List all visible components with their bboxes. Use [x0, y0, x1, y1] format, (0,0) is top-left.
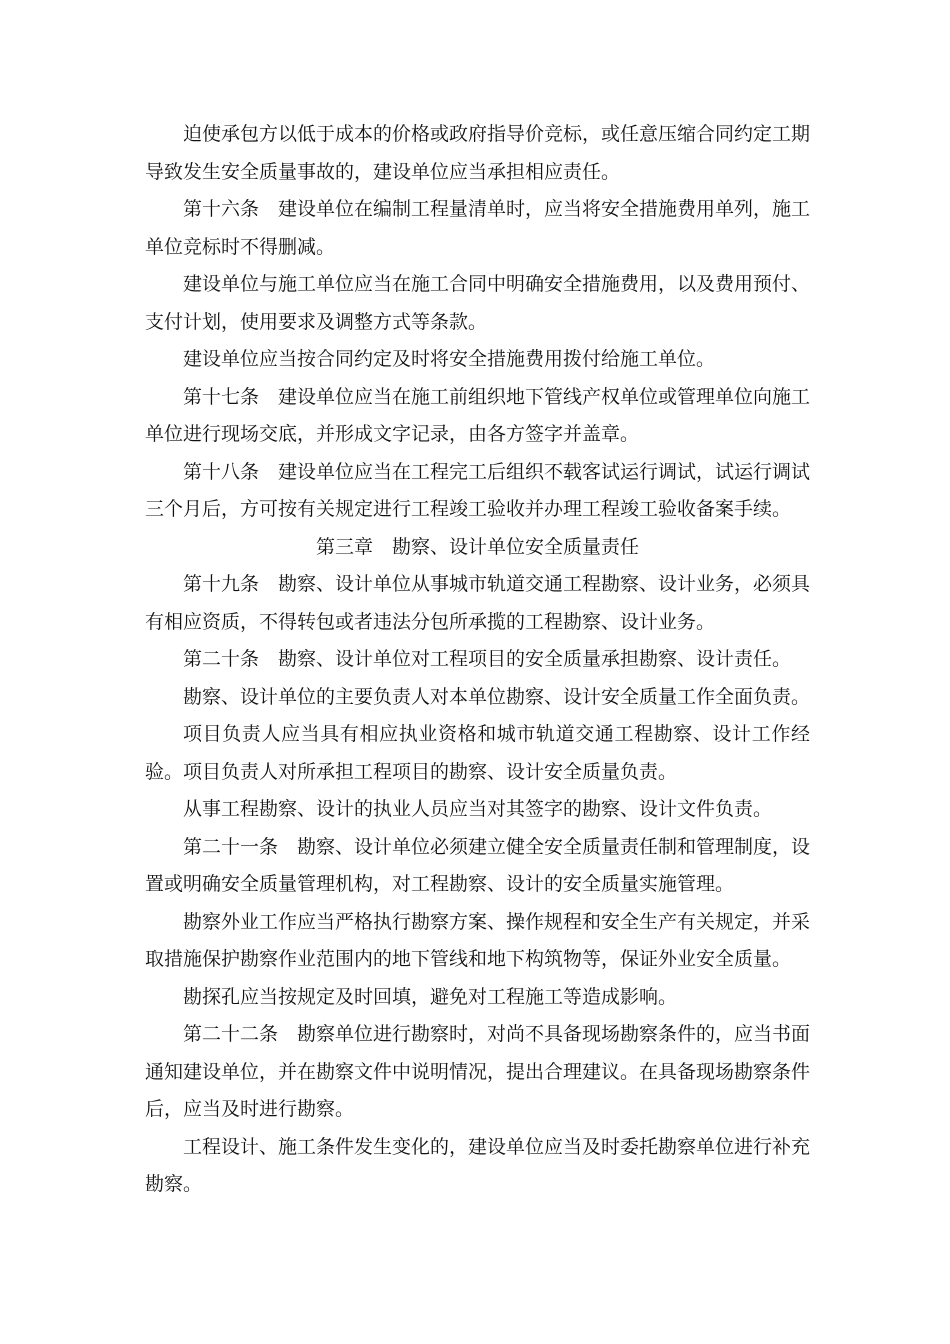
paragraph: 建设单位应当按合同约定及时将安全措施费用拨付给施工单位。 [183, 348, 716, 370]
paragraph: 项目负责人应当具有相应执业资格和城市轨道交通工程勘察、设计工作经验。项目负责人对所承担工程项目的勘察、设计安全质量负责。 [145, 723, 810, 783]
article-17: 第十七条 建设单位应当在施工前组织地下管线产权单位或管理单位向施工单位进行现场交底，并形成文字记录，由各方签字并盖章。 [145, 385, 811, 445]
paragraph: 勘察外业工作应当严格执行勘察方案、操作规程和安全生产有关规定，并采取措施保护勘察作业范围内的地下管线和地下构筑物等，保证外业安全质量。 [145, 910, 811, 970]
paragraph: 勘察、设计单位的主要负责人对本单位勘察、设计安全质量工作全面负责。 [183, 685, 811, 708]
paragraph: 勘探孔应当按规定及时回填，避免对工程施工等造成影响。 [183, 985, 678, 1008]
chapter-heading: 第三章 勘察、设计单位安全质量责任 [315, 535, 639, 558]
article-19: 第十九条 勘察、设计单位从事城市轨道交通工程勘察、设计业务，必须具有相应资质，不得转包或者违法分包所承揽的工程勘察、设计业务。 [145, 573, 811, 633]
paragraph: 迫使承包方以低于成本的价格或政府指导价竞标，或任意压缩合同约定工期导致发生安全质量事故的，建设单位应当承担相应责任。 [145, 123, 811, 183]
paragraph: 工程设计、施工条件发生变化的，建设单位应当及时委托勘察单位进行补充勘察。 [145, 1135, 811, 1195]
article-18: 第十八条 建设单位应当在工程完工后组织不载客试运行调试，试运行调试三个月后，方可按有关规定进行工程竣工验收并办理工程竣工验收备案手续。 [145, 460, 811, 520]
article-16: 第十六条 建设单位在编制工程量清单时，应当将安全措施费用单列，施工单位竞标时不得删减。 [145, 198, 811, 258]
document-body [145, 116, 810, 1204]
paragraph: 建设单位与施工单位应当在施工合同中明确安全措施费用，以及费用预付、支付计划，使用要求及调整方式等条款。 [145, 273, 811, 333]
paragraph: 从事工程勘察、设计的执业人员应当对其签字的勘察、设计文件负责。 [183, 798, 773, 820]
article-21: 第二十一条 勘察、设计单位必须建立健全安全质量责任制和管理制度，设置或明确安全质量管理机构，对工程勘察、设计的安全质量实施管理。 [145, 835, 811, 895]
article-20: 第二十条 勘察、设计单位对工程项目的安全质量承担勘察、设计责任。 [183, 648, 792, 670]
article-22: 第二十二条 勘察单位进行勘察时，对尚不具备现场勘察条件的，应当书面通知建设单位，并在勘察文件中说明情况，提出合理建议。在具备现场勘察条件后，应当及时进行勘察。 [145, 1023, 811, 1120]
